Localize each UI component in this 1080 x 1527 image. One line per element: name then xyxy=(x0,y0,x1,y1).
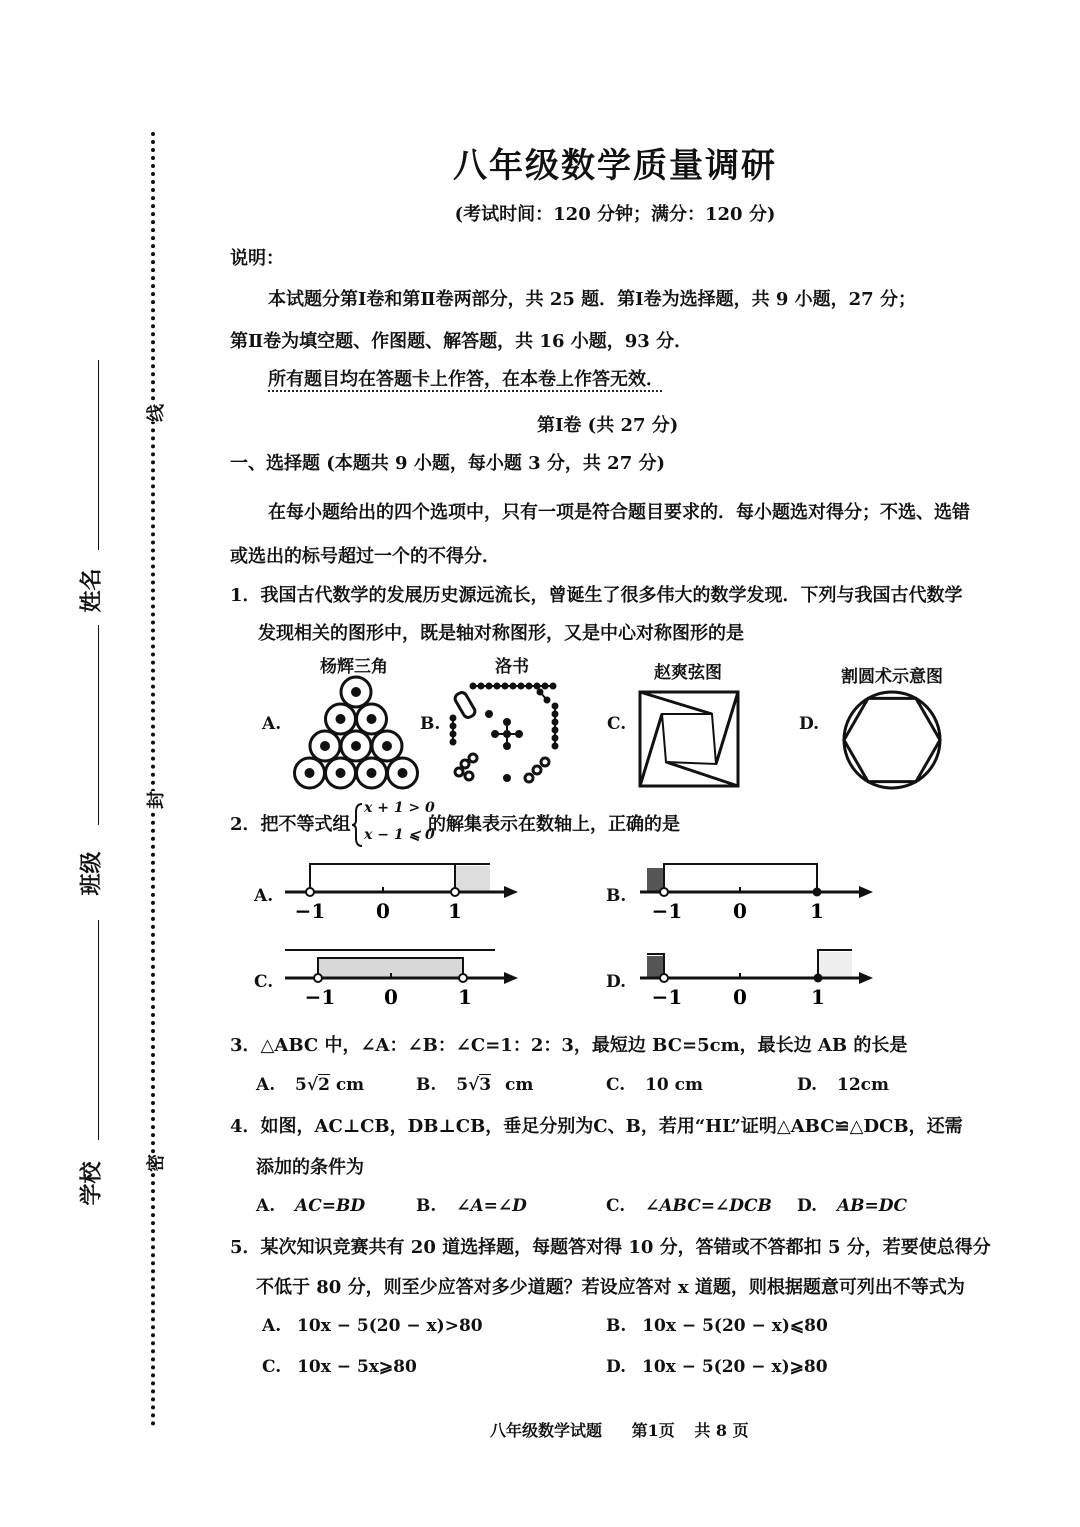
axis-tick-d-0: 0 xyxy=(733,985,747,1009)
q2-inequality-brace xyxy=(352,802,364,848)
q1-caption-a: 杨辉三角 xyxy=(320,657,388,677)
footer xyxy=(490,1418,749,1441)
q4-option-a-text: AC=BD xyxy=(295,1196,366,1216)
q5-option-d-text: 10x − 5(20 − x)⩾80 xyxy=(641,1357,828,1377)
q5-line2: 不低于 80 分，则至少应答对多少道题？若设应答对 x 道题，则根据题意可列出不等式为 xyxy=(256,1277,965,1298)
footer-total: 共 8 页 xyxy=(694,1421,749,1440)
q3-option-b-unit: cm xyxy=(505,1075,534,1095)
q4-option-b-letter: B. xyxy=(416,1196,437,1216)
yanghui-dot xyxy=(353,689,360,696)
q2-numberline-d xyxy=(635,942,875,1012)
yanghui-dot xyxy=(368,716,375,723)
axis-tick-b-0: 0 xyxy=(733,899,747,923)
sqrt-icon: √ xyxy=(306,1075,319,1095)
q4-option-b-text: ∠A=∠D xyxy=(456,1196,527,1216)
q5-option-b-text: 10x − 5(20 − x)⩽80 xyxy=(642,1316,828,1336)
q3-option-b-coef: 5 xyxy=(456,1075,469,1095)
q3-option-d-text: 12cm xyxy=(836,1075,889,1095)
q2-stem-suffix: 的解集表示在数轴上，正确的是 xyxy=(428,814,680,835)
instructions-line2: 第Ⅱ卷为填空题、作图题、解答题，共 16 小题，93 分． xyxy=(230,331,693,352)
axis-tick-b-neg1: −1 xyxy=(651,899,683,923)
q4-option-c-letter: C. xyxy=(606,1196,626,1216)
q2-option-b-letter: B. xyxy=(606,886,627,906)
axis-tick-a-0: 0 xyxy=(376,899,390,923)
footer-subject: 八年级数学试题 xyxy=(490,1421,603,1440)
q4-option-c xyxy=(606,1196,772,1216)
name-label: 姓名 xyxy=(78,568,105,613)
q2-numberline-b xyxy=(635,856,875,926)
q5-option-c-text: 10x − 5x⩾80 xyxy=(297,1357,417,1377)
yanghui-dot xyxy=(353,743,360,750)
axis-tick-a-1: 1 xyxy=(448,899,462,923)
class-write-line xyxy=(98,625,99,825)
q3-option-a-radicand: 2 xyxy=(318,1075,330,1095)
q4-option-d xyxy=(797,1196,907,1216)
seal-mark-line: 线 xyxy=(142,404,168,422)
instructions-heading: 说明： xyxy=(230,248,284,269)
sqrt-icon: √ xyxy=(468,1075,480,1095)
q3-option-b-letter: B. xyxy=(416,1075,437,1095)
q1-line1: 1．我国古代数学的发展历史源远流长，曾诞生了很多伟大的数学发现．下列与我国古代数学 xyxy=(230,585,963,606)
q1-option-b-letter: B. xyxy=(420,714,441,734)
q1-option-d-letter: D. xyxy=(799,714,820,734)
q5-line1: 5．某次知识竞赛共有 20 道选择题，每题答对得 10 分，答错或不答都扣 5 分，若要使总得分 xyxy=(230,1237,991,1258)
yanghui-dot xyxy=(337,716,344,723)
q3-option-a-coef: 5 xyxy=(295,1075,307,1095)
q3-option-a-unit: cm xyxy=(335,1075,365,1095)
q5-option-b xyxy=(606,1316,828,1336)
q1-figure-circle-cutting xyxy=(840,688,944,792)
q4-option-d-text: AB=DC xyxy=(836,1196,908,1216)
q2-numberline-a xyxy=(280,856,520,926)
q3-option-c-letter: C. xyxy=(606,1075,626,1095)
q3-option-c-text: 10 cm xyxy=(645,1075,703,1095)
yanghui-dot xyxy=(306,770,313,777)
q2-inequality-2: x − 1 ⩽ 0 xyxy=(364,827,435,843)
q3-option-a-letter: A. xyxy=(256,1075,276,1095)
q3-stem: 3．△ABC 中，∠A：∠B：∠C=1：2：3，最短边 BC=5cm，最长边 AB 的长是 xyxy=(230,1035,908,1056)
exam-title: 八年级数学质量调研 xyxy=(453,146,777,186)
q5-option-d-letter: D. xyxy=(606,1357,627,1377)
yanghui-circles xyxy=(295,677,418,788)
q4-option-b xyxy=(416,1196,527,1216)
yanghui-dot xyxy=(399,770,406,777)
q3-option-d-letter: D. xyxy=(797,1075,818,1095)
yanghui-dot xyxy=(322,743,329,750)
q5-option-c xyxy=(262,1357,417,1377)
q2-inequality-1: x + 1 > 0 xyxy=(364,800,435,816)
instructions-line1: 本试题分第Ⅰ卷和第Ⅱ卷两部分，共 25 题．第Ⅰ卷为选择题，共 9 小题，27 分； xyxy=(268,289,916,310)
q4-option-d-letter: D. xyxy=(797,1196,818,1216)
q1-caption-d: 割圆术示意图 xyxy=(841,667,943,687)
q1-caption-c: 赵爽弦图 xyxy=(654,663,722,683)
q5-option-a-letter: A. xyxy=(262,1316,282,1336)
q2-numberline-c xyxy=(280,942,520,1012)
axis-tick-d-1: 1 xyxy=(811,985,825,1009)
name-write-line xyxy=(98,360,99,550)
q5-option-b-letter: B. xyxy=(606,1316,627,1336)
instructions-line3: 所有题目均在答题卡上作答，在本卷上作答无效． xyxy=(268,369,664,390)
q4-option-c-text: ∠ABC=∠DCB xyxy=(645,1196,772,1216)
q1-line2: 发现相关的图形中，既是轴对称图形，又是中心对称图形的是 xyxy=(258,623,744,644)
axis-tick-d-neg1: −1 xyxy=(651,985,683,1009)
school-write-line xyxy=(98,920,99,1140)
q3-option-b-radicand: 3 xyxy=(479,1075,492,1095)
seal-mark-seal: 封 xyxy=(142,791,168,809)
q1-figure-zhaoshuang xyxy=(638,690,742,790)
axis-tick-c-0: 0 xyxy=(384,985,398,1009)
q1-figure-luoshu xyxy=(445,678,567,788)
binding-dotted-line xyxy=(151,132,155,1427)
q5-option-a xyxy=(262,1316,483,1336)
axis-tick-b-1: 1 xyxy=(810,899,824,923)
q2-option-c-letter: C. xyxy=(254,972,274,992)
directions-line1: 在每小题给出的四个选项中，只有一项是符合题目要求的．每小题选对得分；不选、选错 xyxy=(268,502,970,523)
class-label: 班级 xyxy=(78,851,105,896)
q2-option-a-letter: A. xyxy=(254,886,274,906)
part-title: 一、选择题 (本题共 9 小题，每小题 3 分，共 27 分) xyxy=(230,453,665,474)
q5-option-a-text: 10x − 5(20 − x)>80 xyxy=(297,1316,483,1336)
yanghui-dot xyxy=(368,770,375,777)
yanghui-dot xyxy=(384,743,391,750)
q4-option-a xyxy=(256,1196,365,1216)
directions-line2: 或选出的标号超过一个的不得分． xyxy=(230,546,500,567)
exam-subtitle: (考试时间：120 分钟；满分：120 分) xyxy=(454,204,776,225)
volume-title: 第Ⅰ卷 (共 27 分) xyxy=(537,415,679,436)
seal-mark-secret: 密 xyxy=(142,1154,168,1172)
q4-line2: 添加的条件为 xyxy=(256,1157,364,1178)
q2-option-d-letter: D. xyxy=(606,972,627,992)
footer-page: 第1页 xyxy=(631,1421,675,1440)
axis-tick-a-neg1: −1 xyxy=(294,899,326,923)
q4-line1: 4．如图，AC⊥CB，DB⊥CB，垂足分别为C、B，若用“HL”证明△ABC≌△DCB，还需 xyxy=(230,1116,963,1137)
q2-stem-prefix: 2．把不等式组 xyxy=(230,814,351,835)
q4-option-a-letter: A. xyxy=(256,1196,276,1216)
axis-tick-c-1: 1 xyxy=(458,985,472,1009)
q3-option-d xyxy=(797,1075,889,1095)
q5-option-d xyxy=(606,1357,828,1377)
q1-option-a-letter: A. xyxy=(262,714,282,734)
q1-option-c-letter: C. xyxy=(607,714,627,734)
q1-figure-yanghui-triangle xyxy=(288,675,424,795)
q3-option-c xyxy=(606,1075,703,1095)
q3-option-b xyxy=(416,1075,533,1095)
q5-option-c-letter: C. xyxy=(262,1357,282,1377)
axis-tick-c-neg1: −1 xyxy=(304,985,336,1009)
school-label: 学校 xyxy=(78,1161,105,1206)
yanghui-dot xyxy=(337,770,344,777)
q3-option-a xyxy=(256,1075,364,1095)
q1-caption-b: 洛书 xyxy=(495,657,529,677)
